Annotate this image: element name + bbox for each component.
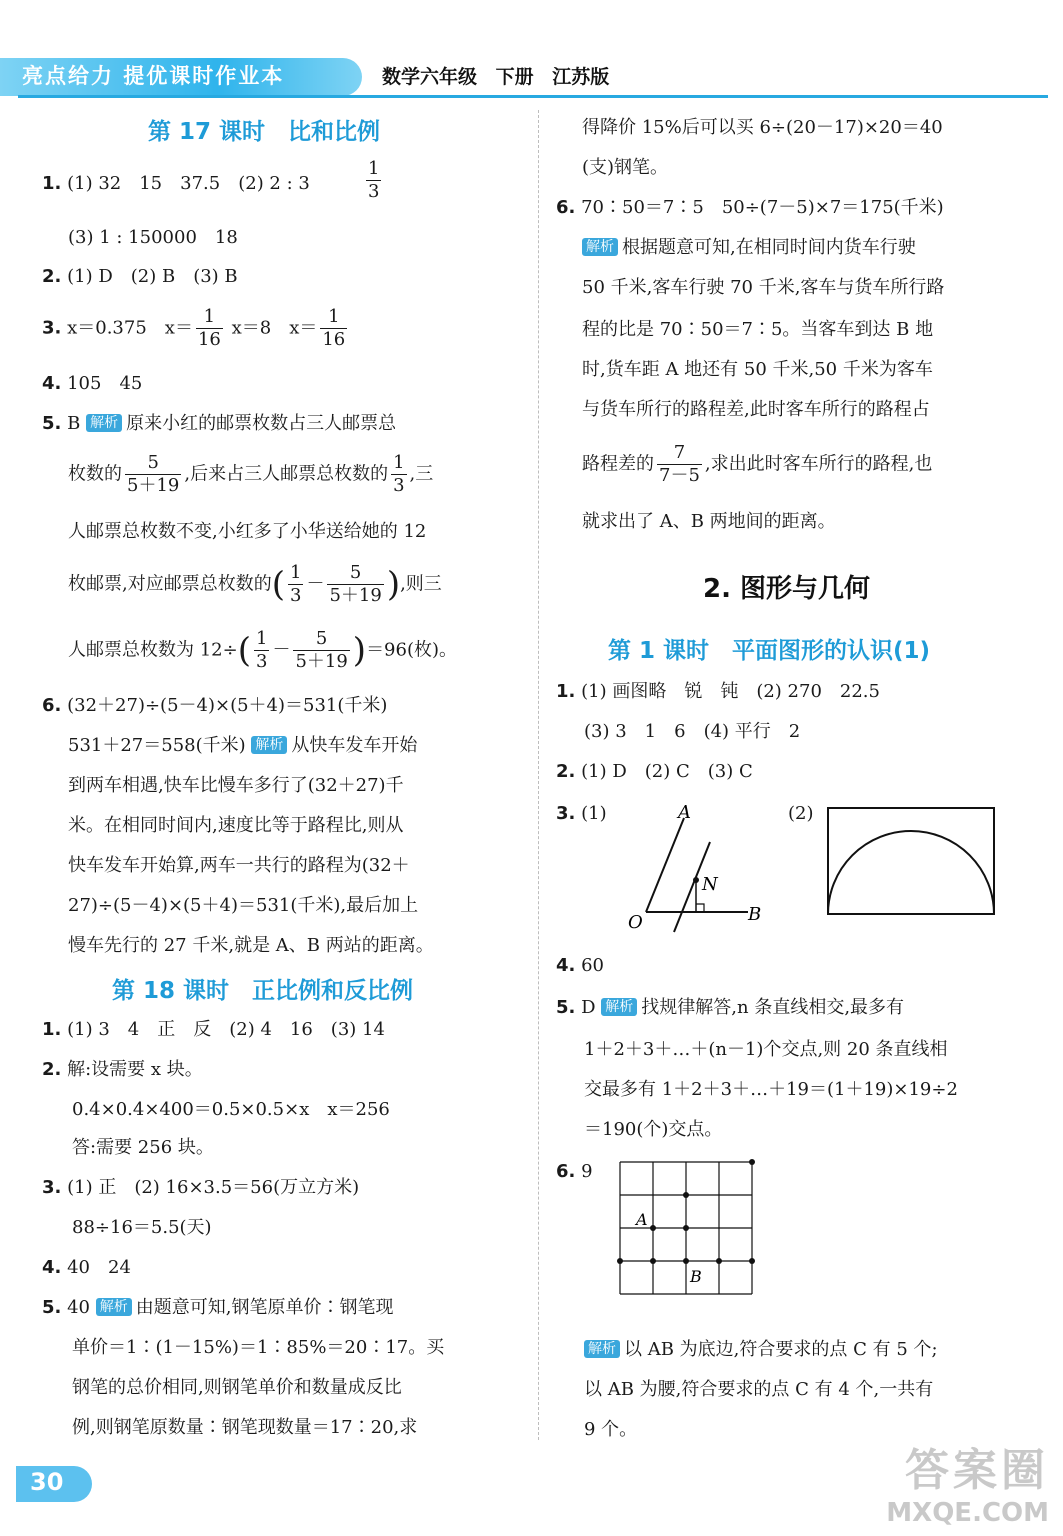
frac <box>391 452 406 497</box>
l18-q2 <box>42 1058 203 1082</box>
l17-q4 <box>42 372 142 396</box>
q-num: 6. <box>556 197 576 218</box>
text: 找规律解答,n 条直线相交,最多有 <box>641 997 905 1018</box>
l17-q5-answer: B <box>67 413 81 434</box>
text: 根据题意可知,在相同时间内货车行驶 <box>622 237 916 258</box>
frac-num: 1 <box>368 158 380 179</box>
watermark-url: MXQE.COM <box>886 1498 1049 1528</box>
l17-q2 <box>42 265 238 289</box>
g-q1-b: (3) 3 1 6 (4) 平行 2 <box>584 721 801 742</box>
semicircle <box>828 831 994 914</box>
q-num: 6. <box>556 1161 576 1182</box>
paren-open: ( <box>271 564 285 605</box>
r-cont-line2: (支)钢笔。 <box>582 157 669 178</box>
r-q6-line8: 就求出了 A、B 两地间的距离。 <box>582 511 836 532</box>
column-divider <box>538 110 539 1440</box>
text: (1) 画图略 锐 钝 (2) 270 22.5 <box>581 681 880 702</box>
l17-q6-line2 <box>68 734 417 758</box>
text: ,后来占三人邮票总枚数的 <box>184 463 389 485</box>
l17-q1-frac <box>366 158 381 203</box>
g-q6-line3: 以 AB 为腰,符合要求的点 C 有 4 个,一共有 <box>584 1379 934 1400</box>
g-q4 <box>556 954 604 978</box>
g-q2 <box>556 760 753 784</box>
header-book-info: 数学六年级 下册 江苏版 <box>382 66 610 88</box>
frac <box>254 628 269 673</box>
r-q6-line6: 与货车所行的路程差,此时客车所行的路程占 <box>582 399 930 420</box>
l18-q2-c: 答:需要 256 块。 <box>72 1137 214 1158</box>
right-angle-mark <box>696 904 704 912</box>
text: ＝96(枚)。 <box>366 639 458 661</box>
l17-q5-b: 原来小红的邮票枚数占三人邮票总 <box>126 413 397 434</box>
g-q6-line2 <box>584 1338 938 1362</box>
watermark-logo: 答案圈 <box>905 1445 1049 1496</box>
text: 由题意可知,钢笔原单价∶钢笔现 <box>135 1297 394 1318</box>
text: (1) 3 4 正 反 (2) 4 16 (3) 14 <box>67 1019 385 1040</box>
text: 70∶50＝7∶5 50÷(7－5)×7＝175(千米) <box>581 197 944 218</box>
frac-den: 5＋19 <box>127 475 180 496</box>
grid-figure <box>616 1158 758 1300</box>
ray-oa <box>646 818 684 912</box>
angle-figure <box>610 800 770 940</box>
l17-q6 <box>42 694 387 718</box>
text: 9 <box>581 1161 593 1182</box>
l18-q5-line4: 例,则钢笔原数量∶钢笔现数量＝17∶20,求 <box>72 1417 418 1438</box>
q-num: 5. <box>556 997 576 1018</box>
analysis-badge: 解析 <box>96 1298 132 1316</box>
text: (1) 正 (2) 16×3.5＝56(万立方米) <box>67 1177 360 1198</box>
lesson1-title: 第 1 课时 平面图形的认识(1) <box>608 638 931 664</box>
l18-q4 <box>42 1256 131 1280</box>
paren-open: ( <box>237 630 251 671</box>
text: (32＋27)÷(5－4)×(5＋4)＝531(千米) <box>67 695 388 716</box>
lesson18-title: 第 18 课时 正比例和反比例 <box>112 978 414 1004</box>
grid-label-a: A <box>636 1210 648 1229</box>
q-num: 5. <box>42 1297 62 1318</box>
r-q6 <box>556 196 944 220</box>
semicircle-figure <box>826 806 998 918</box>
g-q3 <box>556 802 607 826</box>
l17-q6-line6: 27)÷(5－4)×(5＋4)＝531(千米),最后加上 <box>68 895 419 916</box>
q-num: 2. <box>556 761 576 782</box>
text: 路程差的 <box>582 453 654 475</box>
l17-q4-text: 105 45 <box>67 373 143 394</box>
paren-close: ) <box>386 564 401 605</box>
text: ,求出此时客车所行的路程,也 <box>704 453 933 475</box>
analysis-badge: 解析 <box>584 1340 620 1358</box>
g-q3-b-label: (2) <box>788 803 814 824</box>
g-q6-line4: 9 个。 <box>584 1419 638 1440</box>
g-q6 <box>556 1160 593 1184</box>
r-q6-line5: 时,货车距 A 地还有 50 千米,50 千米为客车 <box>582 359 933 380</box>
frac-den: 7－5 <box>659 465 700 486</box>
text: 枚邮票,对应邮票总枚数的 <box>68 573 272 595</box>
l17-q5-line4 <box>68 562 442 607</box>
paren-close: ) <box>352 630 367 671</box>
q-num: 1. <box>556 681 576 702</box>
r-q6-line3: 50 千米,客车行驶 70 千米,客车与货车所行路 <box>582 277 945 298</box>
analysis-badge: 解析 <box>251 736 287 754</box>
text: ,三 <box>409 463 434 485</box>
text: 枚数的 <box>68 463 122 485</box>
label-n: N <box>702 874 718 895</box>
g-q5 <box>556 996 904 1020</box>
chapter-title: 2. 图形与几何 <box>703 574 871 604</box>
frac <box>125 452 181 497</box>
frac-den: 16 <box>197 329 221 350</box>
l18-q2-b: 0.4×0.4×400＝0.5×0.5×x x＝256 <box>72 1099 390 1120</box>
frac-den: 3 <box>290 585 302 606</box>
q-num: 2. <box>42 1059 62 1080</box>
frac-num: 5 <box>125 452 181 475</box>
q-num: 5. <box>42 413 62 434</box>
minus: － <box>306 573 325 595</box>
r-q6-line4: 程的比是 70∶50＝7∶5。当客车到达 B 地 <box>582 319 934 340</box>
frac-den: 5＋19 <box>329 585 382 606</box>
lesson17-title: 第 17 课时 比和比例 <box>148 119 381 145</box>
l18-q5-line2: 单价＝1∶(1－15%)＝1∶85%＝20∶17。买 <box>72 1337 445 1358</box>
q-num: 3. <box>42 317 62 339</box>
text: ,则三 <box>400 573 442 595</box>
text: 从快车发车开始 <box>291 735 418 756</box>
header-rule <box>18 95 1048 98</box>
l17-q6-line4: 米。在相同时间内,速度比等于路程比,则从 <box>68 815 404 836</box>
l17-q3 <box>42 306 350 351</box>
grid-label-b: B <box>690 1267 702 1286</box>
q-num: 3. <box>42 1177 62 1198</box>
r-q6-line2 <box>582 236 916 260</box>
text: 以 AB 为底边,符合要求的点 C 有 5 个; <box>624 1339 938 1360</box>
frac-num: 1 <box>393 452 405 473</box>
frac <box>288 562 303 607</box>
text: 40 <box>67 1297 91 1318</box>
l17-q6-line3: 到两车相遇,快车比慢车多行了(32＋27)千 <box>68 775 404 796</box>
g-q5-line4: ＝190(个)交点。 <box>584 1119 723 1140</box>
frac <box>327 562 383 607</box>
analysis-badge: 解析 <box>582 238 618 256</box>
q-num: 3. <box>556 803 576 824</box>
g-q1 <box>556 680 880 704</box>
q-num: 6. <box>42 695 62 716</box>
rectangle <box>828 808 994 914</box>
page-number: 30 <box>30 1468 64 1496</box>
text: D <box>581 997 596 1018</box>
l17-q3-a: x＝0.375 x＝ <box>67 317 193 339</box>
l17-q3-frac1 <box>196 306 223 351</box>
text: 人邮票总枚数为 12÷ <box>68 639 238 661</box>
frac <box>657 442 702 487</box>
l18-q3-b: 88÷16＝5.5(天) <box>72 1217 212 1238</box>
text: 40 24 <box>67 1257 131 1278</box>
l17-q5-line3: 人邮票总枚数不变,小红多了小华送给她的 12 <box>68 521 427 542</box>
text: 解:设需要 x 块。 <box>67 1059 203 1080</box>
l17-q1-text: (1) 32 15 37.5 (2) 2 : 3 <box>67 173 310 194</box>
frac-num: 1 <box>290 562 302 583</box>
q-num: 2. <box>42 266 62 287</box>
text: 60 <box>581 955 605 976</box>
frac-den: 3 <box>368 181 380 202</box>
l18-q1 <box>42 1018 385 1042</box>
watermark <box>886 1434 1049 1528</box>
l18-q5 <box>42 1296 393 1320</box>
r-cont-line1: 得降价 15%后可以买 6÷(20－17)×20＝40 <box>582 117 943 138</box>
q-num: 1. <box>42 1019 62 1040</box>
l17-q5-line5 <box>68 628 457 673</box>
label-a: A <box>678 802 691 823</box>
label-o: O <box>628 912 643 933</box>
g-q5-line3: 交最多有 1＋2＋3＋…＋19＝(1＋19)×19÷2 <box>584 1079 958 1100</box>
label-b: B <box>748 904 762 925</box>
l17-q5-line2 <box>68 452 433 497</box>
g-q5-line2: 1＋2＋3＋…＋(n－1)个交点,则 20 条直线相 <box>584 1039 948 1060</box>
l17-q2-text: (1) D (2) B (3) B <box>67 266 238 287</box>
text: (1) D (2) C (3) C <box>581 761 753 782</box>
frac-den: 16 <box>322 329 346 350</box>
header-brand: 亮点给力 提优课时作业本 <box>22 64 285 88</box>
q-num: 4. <box>42 373 62 394</box>
point-n <box>693 877 699 883</box>
l17-q3-frac2 <box>320 306 347 351</box>
frac-den: 5＋19 <box>295 651 348 672</box>
frac-num: 5 <box>327 562 383 585</box>
l17-q1-c: (3) 1 : 150000 18 <box>68 227 238 248</box>
q-num: 4. <box>556 955 576 976</box>
frac-den: 3 <box>255 651 268 672</box>
l17-q6-line5: 快车发车开始算,两车一共行的路程为(32＋ <box>68 855 410 876</box>
minus: － <box>272 639 291 661</box>
l17-q3-b: x＝8 x＝ <box>231 317 318 339</box>
l18-q5-line3: 钢笔的总价相同,则钢笔单价和数量成反比 <box>72 1377 402 1398</box>
l17-q1 <box>42 172 310 196</box>
frac-num: 1 <box>255 628 268 649</box>
frac-num: 1 <box>196 306 223 329</box>
frac-den: 3 <box>393 475 405 496</box>
text: 531＋27＝558(千米) <box>68 735 246 756</box>
text: (1) <box>581 803 607 824</box>
l17-q5 <box>42 412 396 436</box>
q-num: 1. <box>42 173 62 194</box>
frac <box>293 628 349 673</box>
analysis-badge: 解析 <box>86 414 122 432</box>
frac-num: 7 <box>657 442 702 465</box>
q-num: 4. <box>42 1257 62 1278</box>
frac-num: 1 <box>320 306 347 329</box>
analysis-badge: 解析 <box>601 998 637 1016</box>
r-q6-line7 <box>582 442 932 487</box>
frac-num: 5 <box>293 628 349 651</box>
l17-q6-line7: 慢车先行的 27 千米,就是 A、B 两站的距离。 <box>68 935 434 956</box>
l18-q3 <box>42 1176 359 1200</box>
